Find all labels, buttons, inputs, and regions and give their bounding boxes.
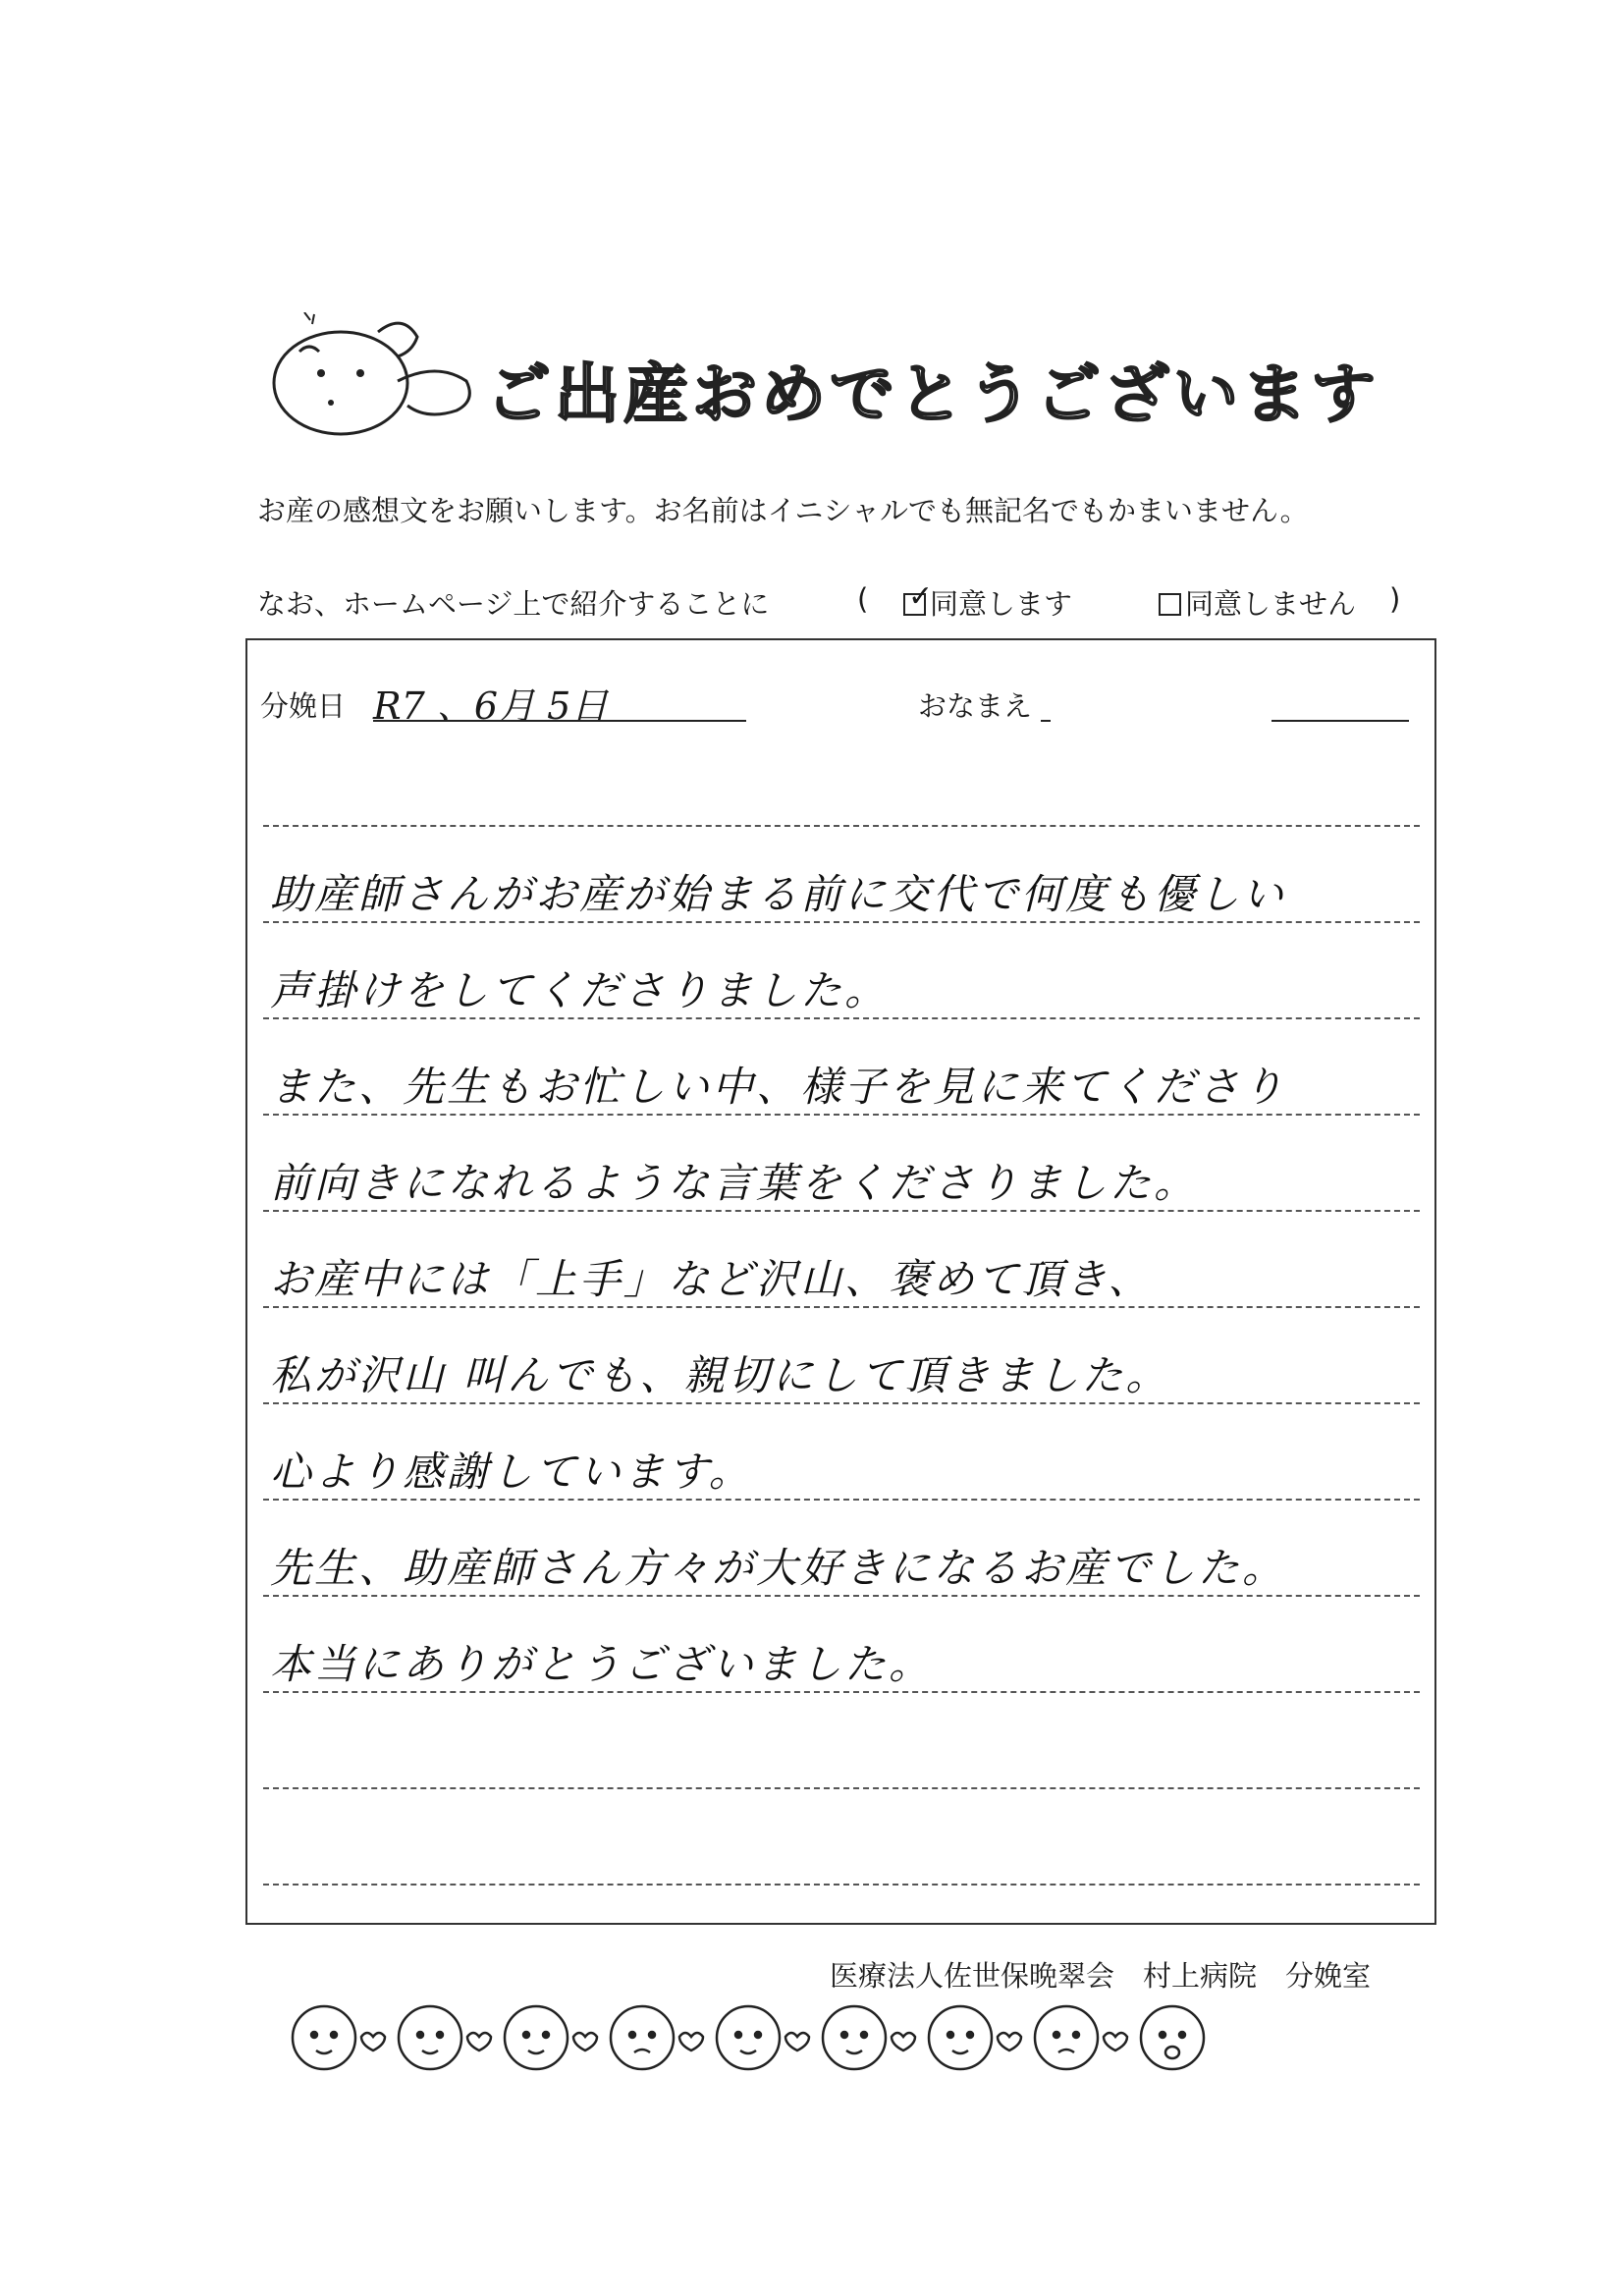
name-field[interactable]	[1271, 720, 1409, 722]
consent-agree-option[interactable]	[903, 579, 1073, 623]
ruled-line	[263, 1499, 1420, 1501]
delivery-date-value[interactable]: R7 、6月 5日	[373, 684, 609, 728]
instruction-text: お産の感想文をお願いします。お名前はイニシャルでも無記名でもかまいません。	[257, 494, 1309, 527]
ruled-line	[263, 1402, 1420, 1404]
heart-icon	[998, 2033, 1021, 2050]
baby-face-icon	[717, 2006, 780, 2069]
ruled-line	[263, 1114, 1420, 1116]
message-line: 助産師さんがお産が始まる前に交代で何度も優しい	[270, 870, 1287, 918]
baby-face-icon	[823, 2006, 886, 2069]
name-underline-short	[1041, 720, 1051, 722]
delivery-date-label: 分娩日	[260, 689, 347, 723]
heart-icon	[785, 2033, 809, 2050]
baby-faces-decoration	[285, 1994, 1443, 2086]
ruled-line	[263, 1691, 1420, 1693]
check-mark-icon: ✓	[908, 579, 934, 614]
delivery-date-underline	[373, 720, 746, 722]
message-line: また、先生もお忙しい中、様子を見に来てくださり	[270, 1063, 1287, 1111]
consent-paren-close: )	[1389, 582, 1401, 616]
ruled-line	[263, 1884, 1420, 1886]
organization-name: 医療法人佐世保晩翠会 村上病院 分娩室	[830, 1959, 1372, 1993]
heart-icon	[467, 2033, 491, 2050]
consent-paren-open: (	[857, 582, 869, 616]
agree-label: 同意します	[930, 587, 1073, 621]
baby-face-icon	[1141, 2006, 1204, 2069]
agree-checkbox[interactable]	[903, 579, 934, 616]
message-line: 私が沢山 叫んでも、親切にして頂きました。	[270, 1351, 1170, 1399]
ruled-line	[263, 1017, 1420, 1019]
message-line: 声掛けをしてくださりました。	[270, 966, 890, 1014]
ruled-line	[263, 1787, 1420, 1789]
heart-icon	[573, 2033, 597, 2050]
decline-checkbox[interactable]	[1159, 593, 1181, 616]
message-line: 本当にありがとうございました。	[270, 1640, 934, 1688]
heart-icon	[892, 2033, 915, 2050]
ruled-line	[263, 1306, 1420, 1308]
ruled-line	[263, 825, 1420, 827]
heart-icon	[679, 2033, 703, 2050]
baby-face-icon	[505, 2006, 568, 2069]
baby-face-icon	[399, 2006, 461, 2069]
heart-icon	[1104, 2033, 1127, 2050]
message-line: お産中には「上手」など沢山、褒めて頂き、	[270, 1255, 1153, 1303]
decline-label: 同意しません	[1185, 587, 1357, 621]
message-line: 先生、助産師さん方々が大好きになるお産でした。	[270, 1544, 1287, 1592]
name-label: おなまえ	[918, 689, 1033, 723]
heart-icon	[361, 2033, 385, 2050]
ruled-line	[263, 1210, 1420, 1212]
baby-face-icon	[929, 2006, 992, 2069]
message-line: 前向きになれるような言葉をくださりました。	[270, 1159, 1199, 1207]
baby-face-icon	[1035, 2006, 1098, 2069]
ruled-line	[263, 1595, 1420, 1597]
page-title: ご出産おめでとうございます	[486, 356, 1380, 432]
baby-face-icon	[611, 2006, 674, 2069]
consent-prefix: なお、ホームページ上で紹介することに	[257, 587, 770, 621]
consent-decline-option[interactable]	[1159, 582, 1356, 623]
baby-illustration	[260, 312, 496, 454]
ruled-line	[263, 921, 1420, 923]
message-line: 心より感謝しています。	[270, 1448, 753, 1496]
baby-face-icon	[293, 2006, 355, 2069]
